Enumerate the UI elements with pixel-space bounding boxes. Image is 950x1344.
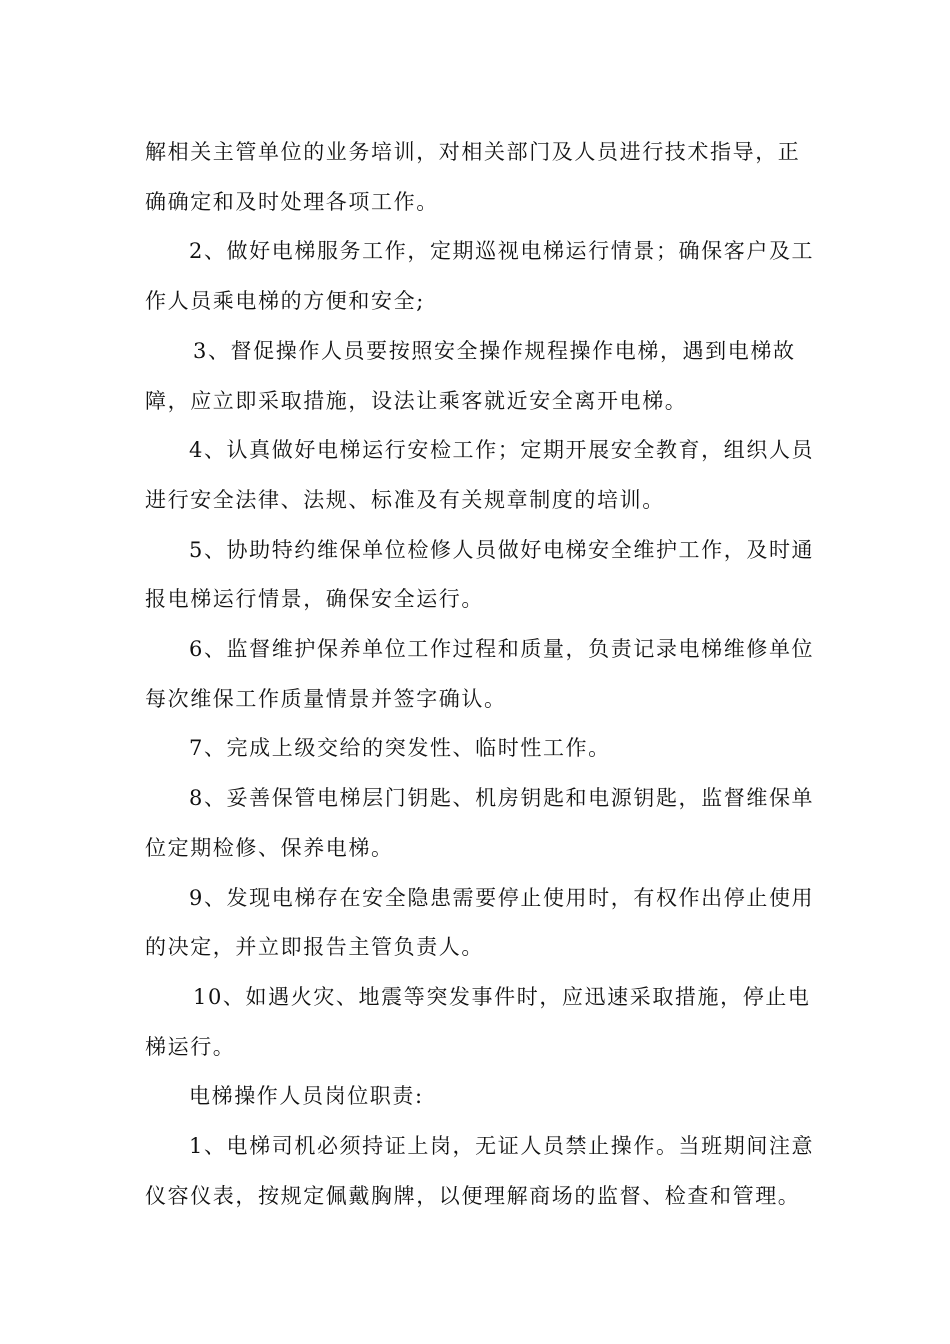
paragraph-line: 报电梯运行情景，确保安全运行。 xyxy=(145,587,484,612)
paragraph-item-8 xyxy=(145,774,815,873)
paragraph-line: 8、妥善保管电梯层门钥匙、机房钥匙和电源钥匙，监督维保单 xyxy=(189,786,815,811)
paragraph-line: 每次维保工作质量情景并签字确认。 xyxy=(145,686,507,711)
section-heading-operator-duties xyxy=(145,1072,807,1122)
paragraph-line: 位定期检修、保养电梯。 xyxy=(145,835,394,860)
paragraph-item-4 xyxy=(145,426,815,525)
paragraph-line: 梯运行。 xyxy=(145,1034,236,1059)
paragraph-line: 1、电梯司机必须持证上岗，无证人员禁止操作。当班期间注意 xyxy=(189,1134,815,1159)
paragraph-line: 确确定和及时处理各项工作。 xyxy=(145,189,439,214)
paragraph-line: 9、发现电梯存在安全隐患需要停止使用时，有权作出停止使用 xyxy=(189,885,815,910)
paragraph-item-5 xyxy=(145,526,815,625)
paragraph-line: 仪容仪表，按规定佩戴胸牌，以便理解商场的监督、检查和管理。 xyxy=(145,1183,801,1208)
paragraph-training-continuation xyxy=(145,128,807,227)
paragraph-line: 3、督促操作人员要按照安全操作规程操作电梯，遇到电梯故 xyxy=(193,338,796,363)
paragraph-item-9 xyxy=(145,874,815,973)
paragraph-line: 7、完成上级交给的突发性、临时性工作。 xyxy=(189,736,611,761)
document-body xyxy=(145,128,815,1221)
paragraph-item-7 xyxy=(145,724,807,774)
paragraph-line: 5、协助特约维保单位检修人员做好电梯安全维护工作，及时通 xyxy=(189,537,815,562)
paragraph-line: 进行安全法律、法规、标准及有关规章制度的培训。 xyxy=(145,487,665,512)
paragraph-line: 10、如遇火灾、地震等突发事件时，应迅速采取措施，停止电 xyxy=(193,984,811,1009)
paragraph-line: 障，应立即采取措施，设法让乘客就近安全离开电梯。 xyxy=(145,388,688,413)
paragraph-operator-item-1 xyxy=(145,1122,815,1221)
paragraph-line: 2、做好电梯服务工作，定期巡视电梯运行情景；确保客户及工 xyxy=(189,239,815,264)
paragraph-item-3 xyxy=(145,327,807,426)
section-heading: 电梯操作人员岗位职责: xyxy=(189,1084,424,1109)
paragraph-item-10 xyxy=(145,973,811,1072)
paragraph-line: 作人员乘电梯的方便和安全; xyxy=(145,289,425,314)
paragraph-line: 4、认真做好电梯运行安检工作；定期开展安全教育，组织人员 xyxy=(189,438,815,463)
paragraph-item-6 xyxy=(145,625,815,724)
paragraph-line: 解相关主管单位的业务培训，对相关部门及人员进行技术指导，正 xyxy=(145,140,801,164)
paragraph-line: 的决定，并立即报告主管负责人。 xyxy=(145,935,484,960)
paragraph-item-2 xyxy=(145,227,815,326)
paragraph-line: 6、监督维护保养单位工作过程和质量，负责记录电梯维修单位 xyxy=(189,637,815,662)
